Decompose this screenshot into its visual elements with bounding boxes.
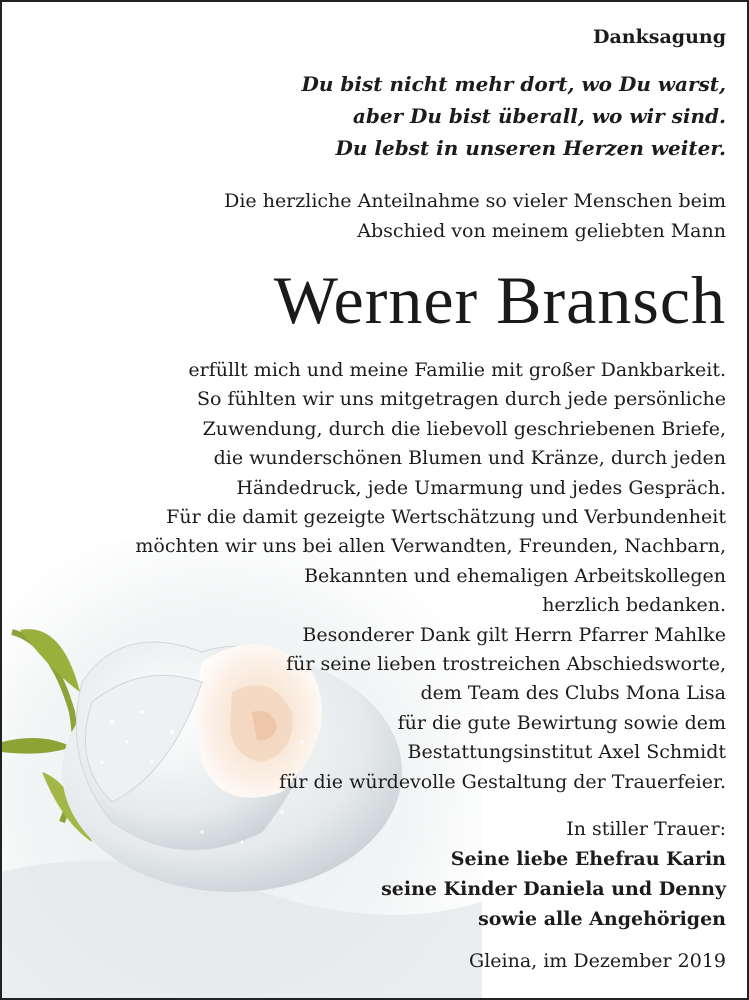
deceased-name: Werner Bransch (273, 262, 726, 338)
body-line: Händedruck, jede Umarmung und jedes Gespräch. (236, 476, 726, 499)
body-line: Bestattungsinstitut Axel Schmidt (407, 741, 726, 764)
poem-line: Du bist nicht mehr dort, wo Du warst, (301, 72, 726, 96)
place-date: Gleina, im Dezember 2019 (469, 950, 726, 972)
body-line: für seine lieben trostreichen Abschiedsworte, (286, 653, 726, 676)
heading: Danksagung (593, 26, 726, 48)
body-line: die wunderschönen Blumen und Kränze, durch jeden (213, 447, 726, 470)
mourner-name: Seine liebe Ehefrau Karin (450, 848, 726, 870)
mourner-name: seine Kinder Daniela und Denny (381, 878, 726, 900)
body-line: Besonderer Dank gilt Herrn Pfarrer Mahlke (302, 623, 726, 646)
intro-line: Die herzliche Anteilnahme so vieler Menschen beim (224, 190, 726, 212)
body-line: So fühlten wir uns mitgetragen durch jede persönliche (197, 388, 726, 411)
body-line: herzlich bedanken. (542, 594, 726, 617)
poem-line: aber Du bist überall, wo wir sind. (352, 104, 726, 128)
body-line: Bekannten und ehemaligen Arbeitskollegen (304, 564, 726, 587)
body-line: für die würdevolle Gestaltung der Trauerfeier. (279, 770, 726, 793)
intro-line: Abschied von meinem geliebten Mann (357, 220, 726, 242)
thanks-body (135, 356, 726, 797)
body-line: dem Team des Clubs Mona Lisa (420, 682, 726, 705)
signoff-intro: In stiller Trauer: (566, 818, 726, 840)
signoff (381, 814, 726, 934)
poem (302, 68, 726, 164)
obituary-text (2, 2, 749, 1000)
poem-line: Du lebst in unseren Herzen weiter. (335, 136, 726, 160)
body-line: Zuwendung, durch die liebevoll geschriebenen Briefe, (202, 417, 726, 440)
mourner-name: sowie alle Angehörigen (478, 908, 726, 930)
intro (224, 186, 726, 246)
body-line: Für die damit gezeigte Wertschätzung und Verbundenheit (166, 506, 726, 529)
body-line: erfüllt mich und meine Familie mit großer Dankbarkeit. (188, 359, 726, 381)
body-line: möchten wir uns bei allen Verwandten, Freunden, Nachbarn, (135, 535, 726, 558)
body-line: für die gute Bewirtung sowie dem (397, 711, 726, 734)
